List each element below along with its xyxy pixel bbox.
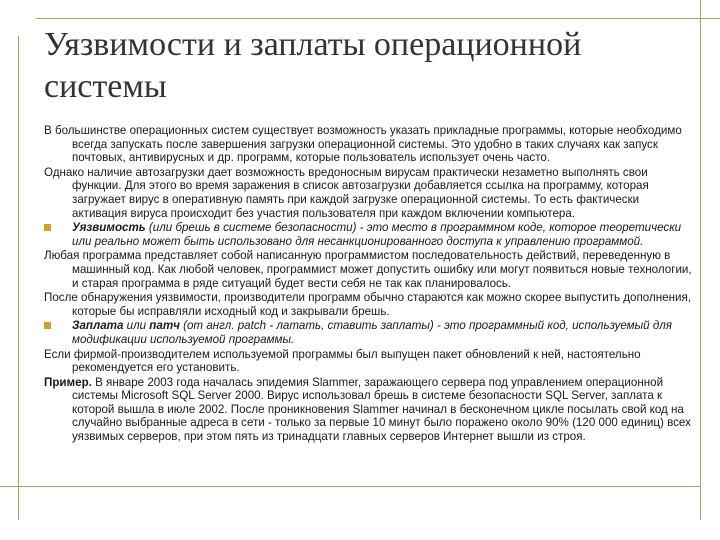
example-text: В январе 2003 года началась эпидемия Slammer, заражающего сервера под управлением операционной системы Microsoft SQL Server 2000. Вирус использовал брешь в системе безопасности SQL Server, заплата к которой вышла в июле 2002. После проникновения Slammer начинал в бесконечном цикле посылать свой код на случайно выбранные адреса в сети - только за первые 10 минут было поражено около 90% (120 000 единиц) всех уязвимых серверов, при этом пять из тринадцати главных серверов Интернет вышли из строя.: [72, 375, 691, 444]
frame-line-bottom: [0, 486, 700, 487]
paragraph-autoload: В большинстве операционных систем существует возможность указать прикладные программы, которые необходимо всегда запускать после завершения загрузки операционной системы. Это удобно в таких случаях как запуск почтовых, антивирусных и др. программ, которые пользователь использует очень часто.: [44, 124, 682, 165]
term-patch-1: Заплата: [72, 319, 124, 333]
patch-or: или: [123, 319, 150, 333]
square-bullet-icon: [44, 322, 51, 329]
term-vulnerability: Уязвимость: [72, 221, 146, 235]
term-patch-2: патч: [149, 319, 180, 333]
paragraph-autoload-risk: Однако наличие автозагрузки дает возможность вредоносным вирусам практически незаметно выполнять свои функции. Для этого во время заражения в список автозагрузки добавляется ссылка на программу, которая загружает вирус в оперативную память при каждой загрузке операционной системы. То есть фактически активация вируса происходит без участия пользователя при каждом включении компьютера.: [44, 165, 649, 220]
frame-line-top: [36, 18, 720, 19]
bullet-vulnerability: [44, 221, 696, 248]
bullet-patch: [44, 319, 696, 346]
definition-patch: (от англ. patch - латать, ставить заплаты) - это программный код, используемый для модификации используемой программы.: [72, 319, 672, 346]
frame-line-right: [700, 0, 701, 520]
square-bullet-icon: [44, 224, 51, 231]
example-label: Пример.: [44, 375, 92, 389]
frame-line-left: [18, 36, 19, 520]
paragraph-program-errors: Любая программа представляет собой написанную программистом последовательность действий, переведенную в машинный код. Как любой человек, программист может допустить ошибку или могут появиться новые технологии, и старая программа в ряде ситуаций будет вести себя не так как планировалось.: [44, 249, 692, 290]
slide-title: Уязвимости и заплаты операционной системы: [44, 26, 582, 105]
paragraph-example: [44, 376, 696, 444]
paragraph-install-updates: Если фирмой-производителем используемой программы был выпущен пакет обновлений к ней, настоятельно рекомендуется его установить.: [44, 347, 641, 375]
definition-vulnerability: (или брешь в системе безопасности) - это место в программном коде, которое теоретически или реально может быть использовано для несанкционированного доступа к управлению программой.: [72, 221, 682, 248]
slide-body: [44, 124, 696, 445]
paragraph-vendor-fixes: После обнаружения уязвимости, производители программ обычно стараются как можно скорее выпустить дополнения, которые бы исправляли исходный код и закрывали брешь.: [44, 291, 691, 318]
